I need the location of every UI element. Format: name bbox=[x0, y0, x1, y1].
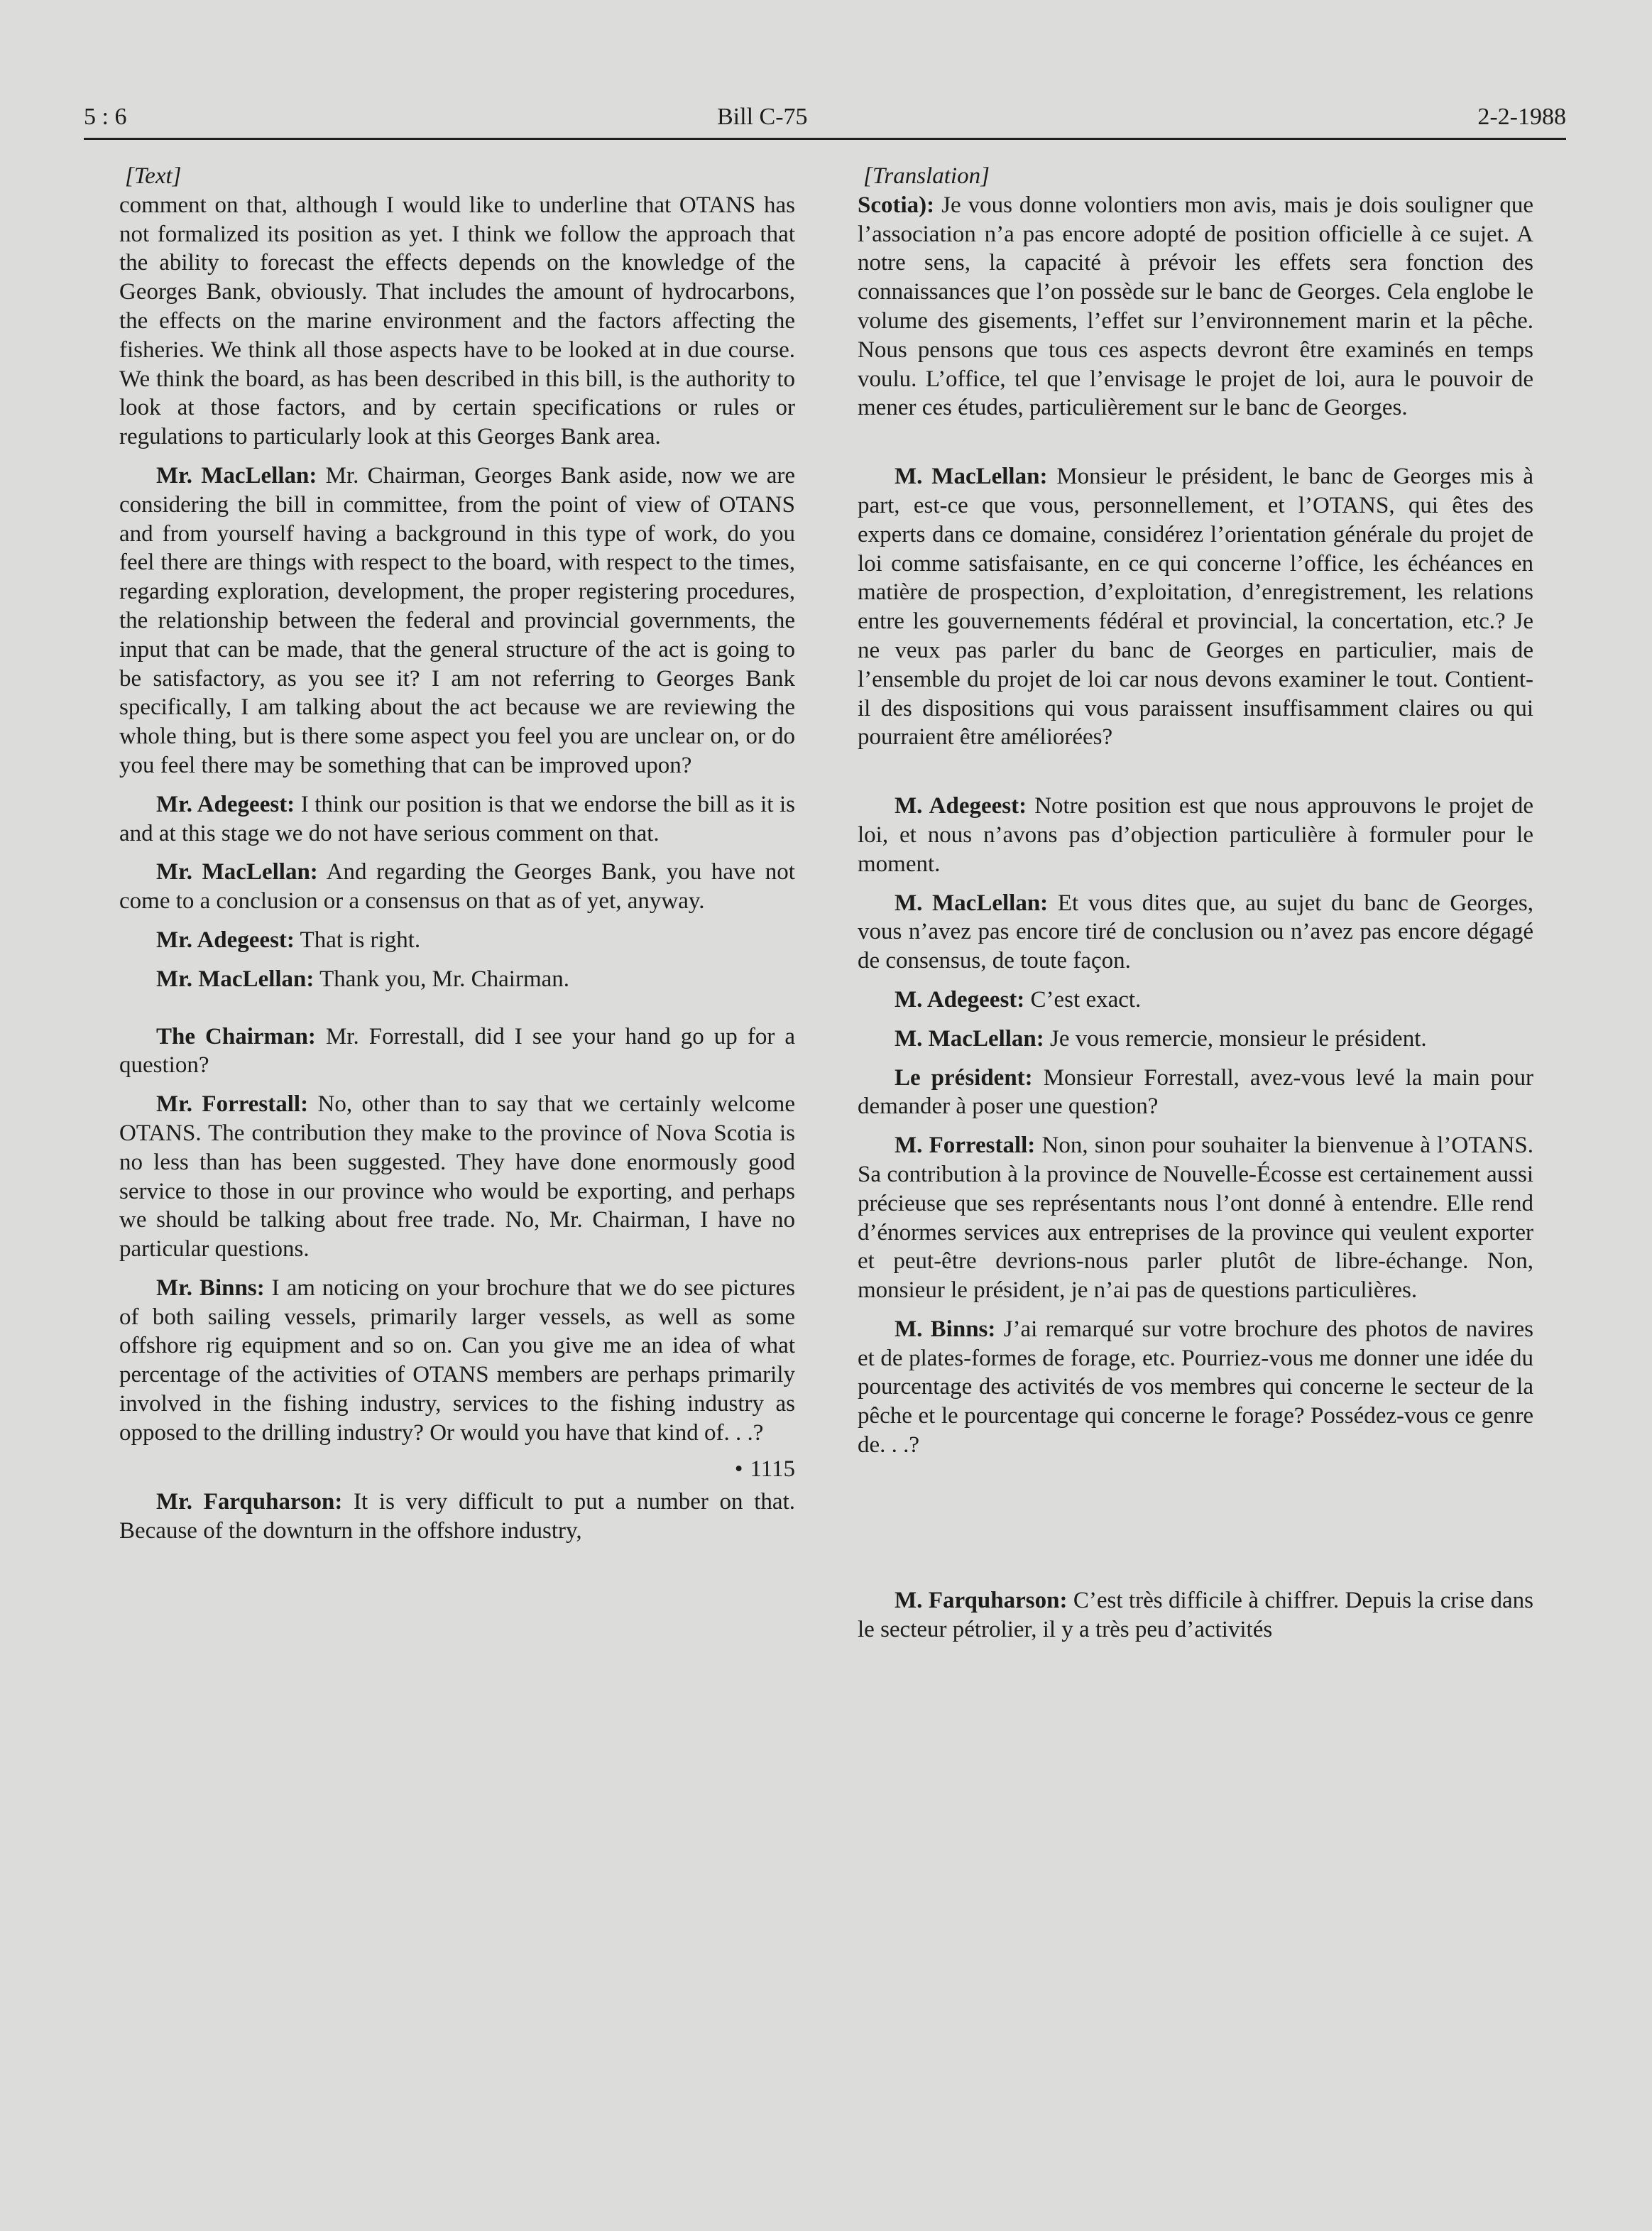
paragraph bbox=[119, 1274, 795, 1448]
speaker: M. MacLellan: bbox=[895, 464, 1048, 490]
paragraph bbox=[119, 1488, 795, 1546]
speaker: M. Forrestall: bbox=[895, 1133, 1036, 1159]
speech: It is very difficult to put a number on that. Because of the downturn in the offshore industry, bbox=[119, 1489, 795, 1544]
paragraph bbox=[858, 462, 1533, 752]
continuation-paragraph bbox=[858, 191, 1533, 422]
speaker: Mr. Forrestall: bbox=[156, 1091, 309, 1118]
speaker: M. MacLellan: bbox=[895, 890, 1049, 916]
speech: Mr. Forrestall, did I see your hand go up for a question? bbox=[119, 1023, 796, 1079]
speech: Monsieur Forrestall, avez-vous levé la main pour demander à poser une question? bbox=[858, 1064, 1533, 1120]
speech: J’ai remarqué sur votre brochure des photos de navires et de plates-formes de forage, etc. Pourriez-vous me donner une idée du pourcentage des activités de vos membres qui concerne le secteur de la pêche et le pourcentage qui concerne le forage? Possédez-vous ce genre de. . .? bbox=[858, 1316, 1533, 1458]
speaker: Mr. Adegeest: bbox=[156, 927, 295, 953]
speaker: Scotia): bbox=[858, 192, 935, 218]
speaker: Le président: bbox=[895, 1064, 1033, 1091]
paragraph bbox=[119, 1022, 795, 1081]
speech: I think our position is that we endorse the bill as it is and at this stage we do not have serious comment on that. bbox=[119, 791, 795, 846]
speech: No, other than to say that we certainly welcome OTANS. The contribution they make to the province of Nova Scotia is no less than has been suggested. They have done enormously good service to those in our province who would be exporting, and perhaps we should be talking about free trade. No, Mr. Chairman, I have no particular questions. bbox=[119, 1091, 796, 1262]
section-label-text: [Text] bbox=[125, 163, 182, 189]
paragraph bbox=[119, 462, 795, 780]
paragraph bbox=[858, 1131, 1533, 1305]
speaker: M. MacLellan: bbox=[895, 1025, 1044, 1052]
paragraph bbox=[119, 1090, 795, 1264]
paragraph bbox=[119, 858, 795, 916]
paragraph bbox=[119, 965, 795, 994]
speech: Thank you, Mr. Chairman. bbox=[319, 966, 570, 992]
speaker: Mr. MacLellan: bbox=[156, 966, 314, 992]
paragraph bbox=[858, 889, 1533, 976]
speaker: Mr. Binns: bbox=[156, 1275, 265, 1301]
speaker: M. Adegeest: bbox=[895, 986, 1025, 1013]
page-number: 5 : 6 bbox=[84, 104, 127, 130]
speech: C’est très difficile à chiffrer. Depuis la crise dans le secteur pétrolier, il y a très peu d’activités bbox=[858, 1587, 1533, 1642]
page-header bbox=[84, 104, 1566, 140]
time-marker: • 1115 bbox=[734, 1456, 795, 1482]
paragraph bbox=[858, 986, 1533, 1015]
paragraph bbox=[858, 1315, 1533, 1460]
speech: Je vous remercie, monsieur le président. bbox=[1050, 1025, 1427, 1052]
speech: And regarding the Georges Bank, you have not come to a conclusion or a consensus on that as of yet, anyway. bbox=[119, 859, 795, 915]
speech: I am noticing on your brochure that we do see pictures of both sailing vessels, primarily larger vessels, as well as some offshore rig equipment and so on. Can you give me an idea of what percentage of the activities of OTANS members are perhaps primarily involved in the fishing industry, services to the fishing industry as opposed to the drilling industry? Or would you have that kind of. . .? bbox=[119, 1275, 796, 1446]
english-column bbox=[119, 162, 795, 1546]
speaker: The Chairman: bbox=[156, 1023, 316, 1049]
page-date: 2-2-1988 bbox=[1477, 104, 1566, 130]
speech: Je vous donne volontiers mon avis, mais je dois souligner que l’association n’a pas encore adopté de position officielle à ce sujet. A notre sens, la capacité à prévoir les effets sera fonction des connaissances que l’on possède sur le banc de Georges. Cela englobe le volume des gisements, l’effet sur l’environnement marin et la pêche. Nous pensons que tous ces aspects devront être examinés en temps voulu. L’office, tel que l’envisage le projet de loi, aura le pouvoir de mener ces études, particulièrement sur le banc de Georges. bbox=[858, 192, 1534, 421]
paragraph bbox=[119, 926, 795, 955]
speech: Non, sinon pour souhaiter la bienvenue à l’OTANS. Sa contribution à la province de Nouvelle-Écosse est certainement aussi précieuse que ses représentants nous l’ont donné à entendre. Elle rend d’énormes services aux entreprises de la province qui veulent exporter et peut-être devrions-nous parler plutôt de libre-échange. Non, monsieur le président, je n’ai pas de questions particulières. bbox=[858, 1133, 1534, 1304]
speaker: M. Adegeest: bbox=[895, 793, 1027, 819]
speech: C’est exact. bbox=[1030, 986, 1142, 1013]
paragraph bbox=[119, 790, 795, 849]
speaker: M. Binns: bbox=[895, 1316, 996, 1342]
speech: Monsieur le président, le banc de Georges mis à part, est-ce que vous, personnellement, et l’OTANS, qui êtes des experts dans ce domaine, considérez l’orientation générale du projet de loi comme satisfaisante, en ce qui concerne l’office, les échéances en matière de prospection, d’exploitation, d’enregistrement, les relations entre les gouvernements fédéral et provincial, la concertation, etc.? Je ne veux pas parler du banc de Georges en particulier, mais de l’ensemble du projet de loi car nous devons examiner le tout. Contient-il des dispositions qui vous paraissent insuffisamment claires ou qui pourraient être améliorées? bbox=[858, 464, 1534, 751]
continuation-paragraph: comment on that, although I would like to underline that OTANS has not formalized its position as yet. I think we follow the approach that the ability to forecast the effects depends on the knowledge of the Georges Bank, obviously. That includes the amount of hydrocarbons, the effects on the marine environment and the factors affecting the fisheries. We think all those aspects have to be looked at in due course. We think the board, as has been described in this bill, is the authority to look at those factors, and by certain specifications or rules or regulations to particularly look at this Georges Bank area. bbox=[119, 192, 795, 450]
french-column bbox=[858, 162, 1533, 1644]
paragraph bbox=[858, 1025, 1533, 1054]
speaker: Mr. Adegeest: bbox=[156, 791, 295, 817]
bill-title: Bill C-75 bbox=[717, 104, 808, 130]
paragraph bbox=[858, 1064, 1533, 1122]
speech: Notre position est que nous approuvons le projet de loi, et nous n’avons pas d’objection particulière à formuler pour le moment. bbox=[858, 793, 1534, 877]
time-marker-value: 1115 bbox=[750, 1456, 795, 1482]
paragraph bbox=[858, 792, 1533, 878]
speech: Et vous dites que, au sujet du banc de Georges, vous n’avez pas encore tiré de conclusion ou n’avez pas encore dégagé de consensus, de toute façon. bbox=[858, 890, 1533, 974]
speech: That is right. bbox=[300, 927, 421, 953]
paragraph bbox=[858, 1586, 1533, 1644]
speaker: Mr. MacLellan: bbox=[156, 859, 318, 885]
speech: Mr. Chairman, Georges Bank aside, now we are considering the bill in committee, from the point of view of OTANS and from yourself having a background in this type of work, do you feel there are things with respect to the board, with respect to the times, regarding exploration, development, the proper registering procedures, the relationship between the federal and provincial governments, the input that can be made, that the general structure of the act is going to be satisfactory, as you see it? I am not referring to Georges Bank specifically, I am talking about the act because we are reviewing the whole thing, but is there some aspect you feel you are unclear on, or do you feel there may be something that can be improved upon? bbox=[119, 462, 795, 778]
section-label-translation: [Translation] bbox=[863, 163, 990, 189]
speaker: Mr. MacLellan: bbox=[156, 462, 317, 489]
speaker: Mr. Farquharson: bbox=[156, 1489, 343, 1515]
speaker: M. Farquharson: bbox=[895, 1587, 1068, 1613]
